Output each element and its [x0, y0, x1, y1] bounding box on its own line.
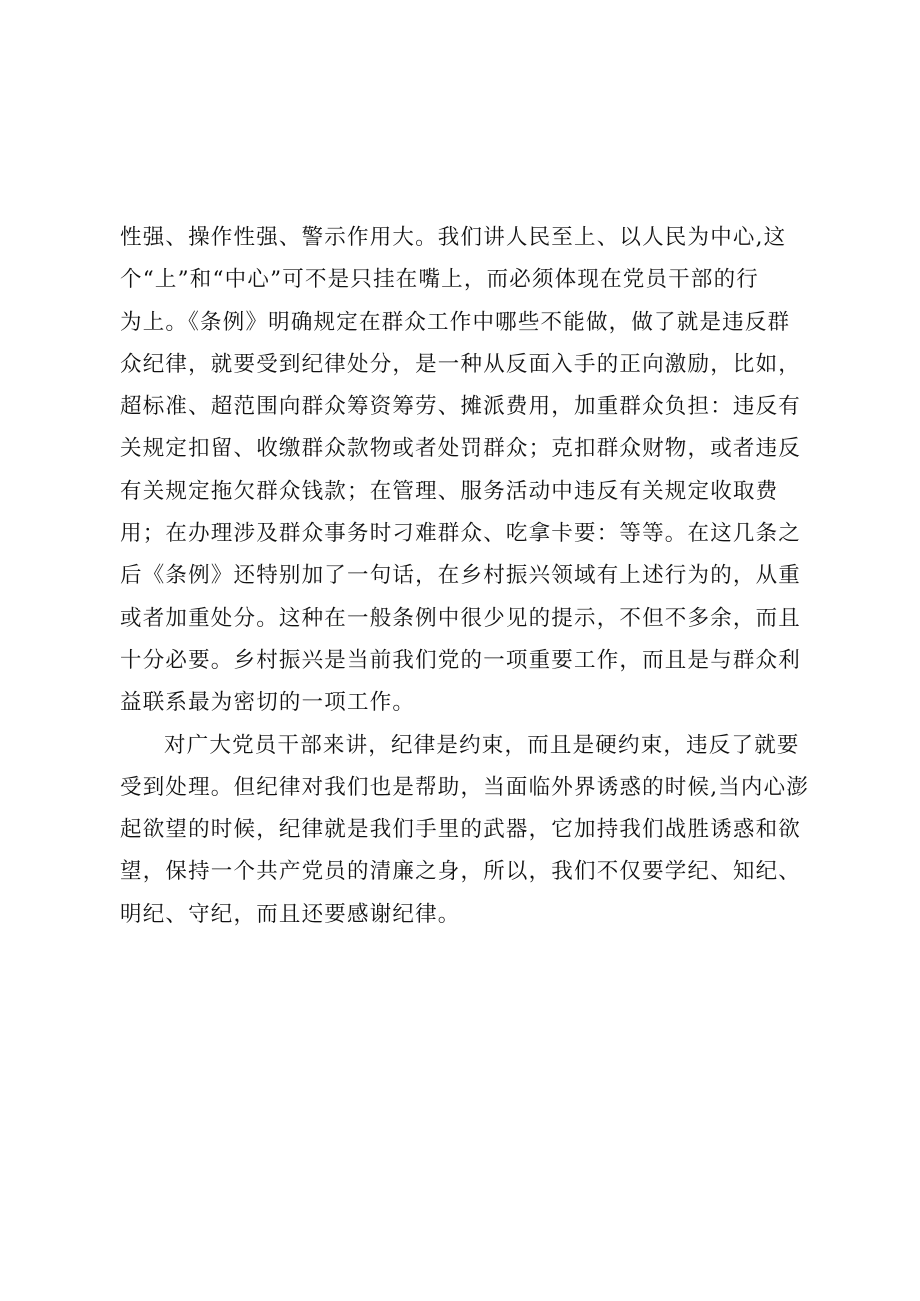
text-line: 众纪律，就要受到纪律处分，是一种从反面入手的正向激励，比如， [120, 351, 802, 377]
text-line: 对广大党员干部来讲，纪律是约束，而且是硬约束，违反了就要 [164, 732, 800, 758]
text-line: 超标准、超范围向群众筹资筹劳、摊派费用，加重群众负担：违反有 [120, 394, 802, 420]
text-line: 十分必要。乡村振兴是当前我们党的一项重要工作，而且是与群众利 [120, 647, 802, 673]
text-line: 望，保持一个共产党员的清廉之身，所以，我们不仅要学纪、知纪、 [120, 859, 802, 885]
text-line: 性强、操作性强、警示作用大。我们讲人民至上、以人民为中心,这 [120, 225, 787, 250]
text-line: 受到处理。但纪律对我们也是帮助，当面临外界诱惑的时候,当内心澎 [120, 774, 810, 800]
text-line: 个“上”和“中心”可不是只挂在嘴上，而必须体现在党员干部的行 [120, 267, 759, 293]
paragraph-1 [120, 217, 820, 725]
text-line: 明纪、守纪，而且还要感谢纪律。 [120, 901, 461, 927]
document-body [120, 217, 820, 936]
text-line: 起欲望的时候，纪律就是我们手里的武器，它加持我们战胜诱惑和欲 [120, 817, 802, 843]
text-line: 或者加重处分。这种在一般条例中很少见的提示，不但不多余，而且 [120, 605, 802, 631]
text-line: 后《条例》还特别加了一句话，在乡村振兴领域有上述行为的，从重 [120, 563, 802, 589]
text-line: 有关规定拖欠群众钱款；在管理、服务活动中违反有关规定收取费 [120, 478, 779, 504]
text-line: 益联系最为密切的一项工作。 [120, 690, 416, 716]
text-line: 关规定扣留、收缴群众款物或者处罚群众；克扣群众财物，或者违反 [120, 436, 802, 462]
paragraph-2 [120, 725, 820, 936]
text-line: 为上。《条例》明确规定在群众工作中哪些不能做，做了就是违反群 [120, 309, 791, 335]
text-line: 用；在办理涉及群众事务时刁难群众、吃拿卡要：等等。在这几条之 [120, 521, 802, 547]
